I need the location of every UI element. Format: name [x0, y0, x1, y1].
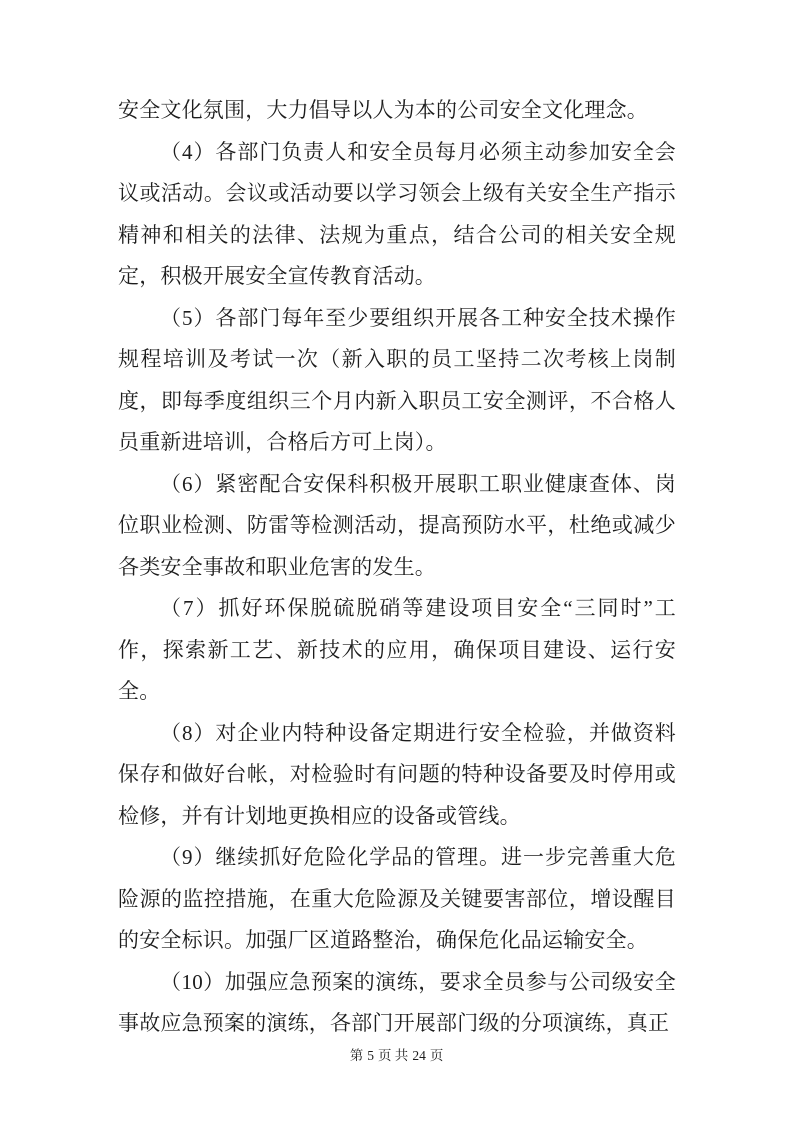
- page-footer-suffix: 页: [429, 1048, 444, 1063]
- paragraph: （8）对企业内特种设备定期进行安全检验，并做资料保存和做好台帐，对检验时有问题的特种设备要及时停用或检修，并有计划地更换相应的设备或管线。: [118, 720, 676, 828]
- paragraph: （10）加强应急预案的演练，要求全员参与公司级安全事故应急预案的演练，各部门开展部门级的分项演练，真正: [118, 969, 676, 1035]
- paragraph: （5）各部门每年至少要组织开展各工种安全技术操作规程培训及考试一次（新入职的员工坚持二次考核上岗制度，即每季度组织三个月内新入职员工安全测评，不合格人员重新进培训，合格后方可上岗）。: [118, 305, 676, 454]
- paragraph: （9）继续抓好危险化学品的管理。进一步完善重大危险源的监控措施，在重大危险源及关键要害部位，增设醒目的安全标识。加强厂区道路整治，确保危化品运输安全。: [118, 845, 676, 952]
- paragraph: 安全文化氛围，大力倡导以人为本的公司安全文化理念。: [118, 98, 648, 122]
- page-number-current: 5: [367, 1048, 374, 1063]
- page-footer: [0, 1046, 793, 1066]
- page-number-total: 24: [412, 1048, 426, 1063]
- paragraph: （6）紧密配合安保科积极开展职工职业健康查体、岗位职业检测、防雷等检测活动，提高预防水平，杜绝或减少各类安全事故和职业危害的发生。: [118, 471, 676, 579]
- page-footer-prefix: 第: [349, 1048, 364, 1063]
- page-footer-infix: 页 共: [377, 1048, 409, 1063]
- paragraph: （4）各部门负责人和安全员每月必须主动参加安全会议或活动。会议或活动要以学习领会上级有关安全生产指示精神和相关的法律、法规为重点，结合公司的相关安全规定，积极开展安全宣传教育活动。: [118, 139, 676, 288]
- paragraph: （7）抓好环保脱硫脱硝等建设项目安全“三同时”工作，探索新工艺、新技术的应用，确保项目建设、运行安全。: [118, 596, 676, 703]
- document-body-text: [118, 90, 676, 1045]
